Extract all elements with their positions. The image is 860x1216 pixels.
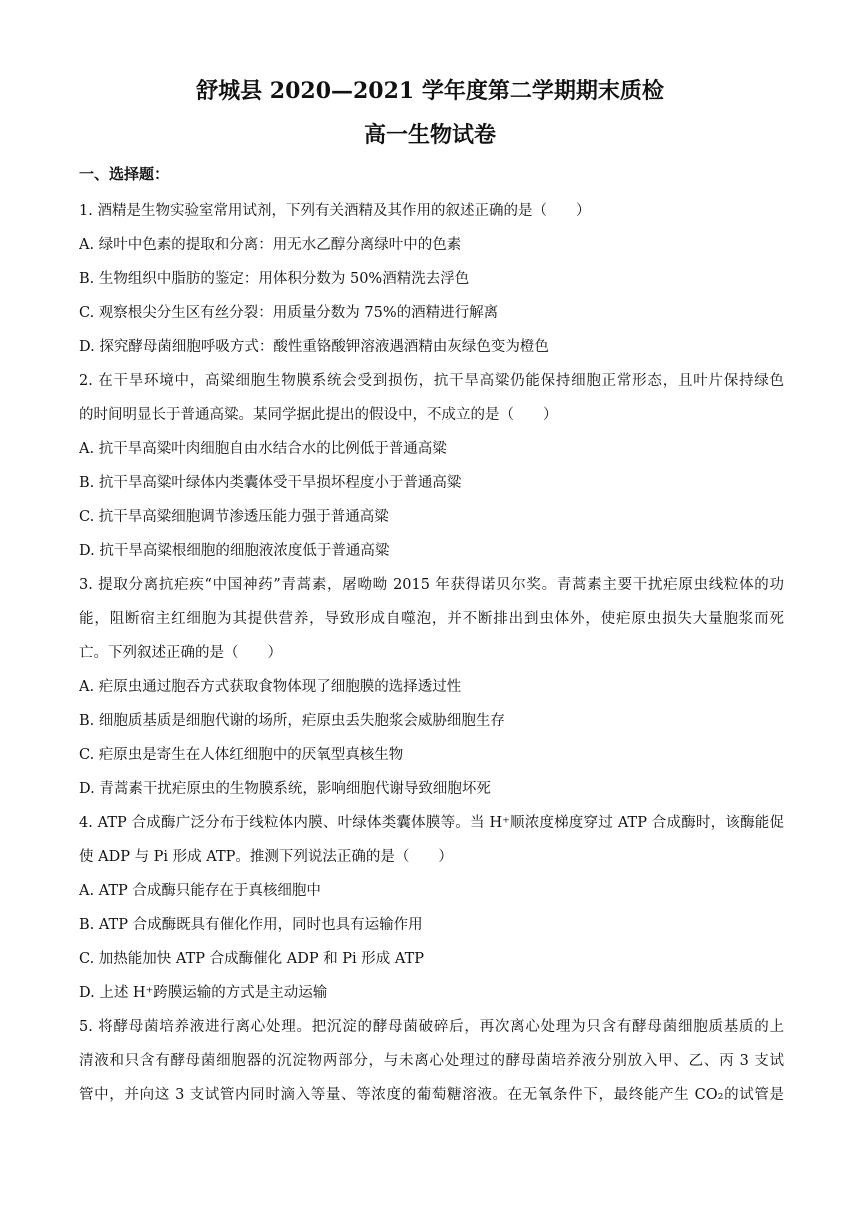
option-d: D. 抗干旱高粱根细胞的细胞液浓度低于普通高粱 [79, 543, 390, 559]
option-c: C. 加热能加快 ATP 合成酶催化 ADP 和 Pi 形成 ATP [79, 951, 425, 967]
option-a: A. 抗干旱高粱叶肉细胞自由水结合水的比例低于普通高粱 [79, 441, 447, 457]
question-stem-continued: 清液和只含有酵母菌细胞器的沉淀物两部分，与未离心处理过的酵母菌培养液分别放入甲、乙、丙 3 支试 [79, 1053, 784, 1069]
question-stem-continued: 亡。下列叙述正确的是（ ） [79, 645, 282, 661]
option-c: C. 疟原虫是寄生在人体红细胞中的厌氧型真核生物 [79, 747, 404, 763]
question-list [79, 194, 784, 1112]
question-stem-continued: 管中，并向这 3 支试管内同时滴入等量、等浓度的葡萄糖溶液。在无氧条件下，最终能产生 CO₂的试管是 [79, 1087, 784, 1103]
question-4 [79, 806, 784, 1010]
question-stem: 2. 在干旱环境中，高粱细胞生物膜系统会受到损伤，抗干旱高粱仍能保持细胞正常形态，且叶片保持绿色 [79, 373, 784, 389]
option-a: A. ATP 合成酶只能存在于真核细胞中 [79, 883, 321, 899]
option-d: D. 上述 H⁺跨膜运输的方式是主动运输 [79, 985, 328, 1001]
option-d: D. 青蒿素干扰疟原虫的生物膜系统，影响细胞代谢导致细胞坏死 [79, 781, 491, 797]
question-1 [79, 194, 784, 364]
section-heading: 一、选择题： [79, 165, 170, 183]
exam-subtitle: 高一生物试卷 [363, 122, 496, 148]
option-a: A. 绿叶中色素的提取和分离：用无水乙醇分离绿叶中的色素 [79, 237, 462, 253]
question-stem: 5. 将酵母菌培养液进行离心处理。把沉淀的酵母菌破碎后，再次离心处理为只含有酵母菌细胞质基质的上 [79, 1019, 784, 1035]
option-b: B. ATP 合成酶既具有催化作用，同时也具有运输作用 [79, 917, 423, 933]
exam-title: 舒城县 2020—2021 学年度第二学期期末质检 [196, 78, 664, 104]
option-a: A. 疟原虫通过胞吞方式获取食物体现了细胞膜的选择透过性 [79, 679, 462, 695]
option-c: C. 抗干旱高粱细胞调节渗透压能力强于普通高粱 [79, 509, 389, 525]
question-stem-continued: 的时间明显长于普通高粱。某同学据此提出的假设中，不成立的是（ ） [79, 407, 558, 423]
question-2 [79, 364, 784, 568]
question-stem-continued: 使 ADP 与 Pi 形成 ATP。推测下列说法正确的是（ ） [79, 849, 453, 865]
question-stem: 3. 提取分离抗疟疾“中国神药”青蒿素，屠呦呦 2015 年获得诺贝尔奖。青蒿素主要干扰疟原虫线粒体的功 [79, 577, 784, 593]
question-stem-continued: 能，阻断宿主红细胞为其提供营养，导致形成自噬泡，并不断排出到虫体外，使疟原虫损失大量胞浆而死 [79, 611, 784, 627]
option-d: D. 探究酵母菌细胞呼吸方式：酸性重铬酸钾溶液遇酒精由灰绿色变为橙色 [79, 339, 549, 355]
question-3 [79, 568, 784, 806]
question-stem: 1. 酒精是生物实验室常用试剂，下列有关酒精及其作用的叙述正确的是（ ） [79, 203, 591, 219]
option-b: B. 细胞质基质是细胞代谢的场所，疟原虫丢失胞浆会威胁细胞生存 [79, 713, 505, 729]
option-b: B. 生物组织中脂肪的鉴定：用体积分数为 50%酒精洗去浮色 [79, 271, 470, 287]
option-b: B. 抗干旱高粱叶绿体内类囊体受干旱损坏程度小于普通高粱 [79, 475, 462, 491]
question-5 [79, 1010, 784, 1112]
option-c: C. 观察根尖分生区有丝分裂：用质量分数为 75%的酒精进行解离 [79, 305, 499, 321]
question-stem: 4. ATP 合成酶广泛分布于线粒体内膜、叶绿体类囊体膜等。当 H⁺顺浓度梯度穿过 ATP 合成酶时，该酶能促 [79, 815, 784, 831]
